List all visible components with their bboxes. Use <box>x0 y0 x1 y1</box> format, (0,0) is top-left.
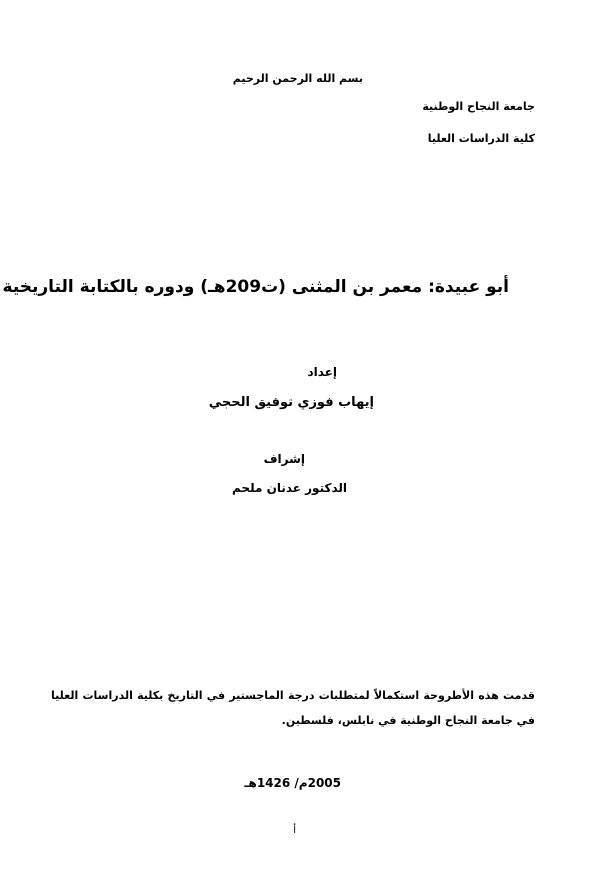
submission-date: 2005م/ 1426هـ <box>244 776 341 790</box>
preparation-label: إعداد <box>307 365 337 379</box>
supervision-label: إشراف <box>263 452 305 466</box>
basmala: بسم الله الرحمن الرحيم <box>232 72 363 85</box>
thesis-title: أبو عبيدة: معمر بن المثنى (ت209هـ) ودوره بالكتابة التاريخية <box>2 277 509 297</box>
supervisor-name: الدكتور عدنان ملحم <box>232 481 347 495</box>
author-name: إيهاب فوزي توفيق الحجي <box>208 395 374 410</box>
university-name: جامعة النجاح الوطنية <box>422 100 535 113</box>
faculty-name: كلية الدراسات العليا <box>427 132 535 145</box>
submission-note: قدمت هذه الأطروحة استكمالاً لمتطلبات درجة الماجستير في التاريخ بكلية الدراسات العليا في جامعة النجاح الوطنية في نابلس، فلسطين. <box>51 689 535 727</box>
page-number: أ <box>293 825 296 836</box>
